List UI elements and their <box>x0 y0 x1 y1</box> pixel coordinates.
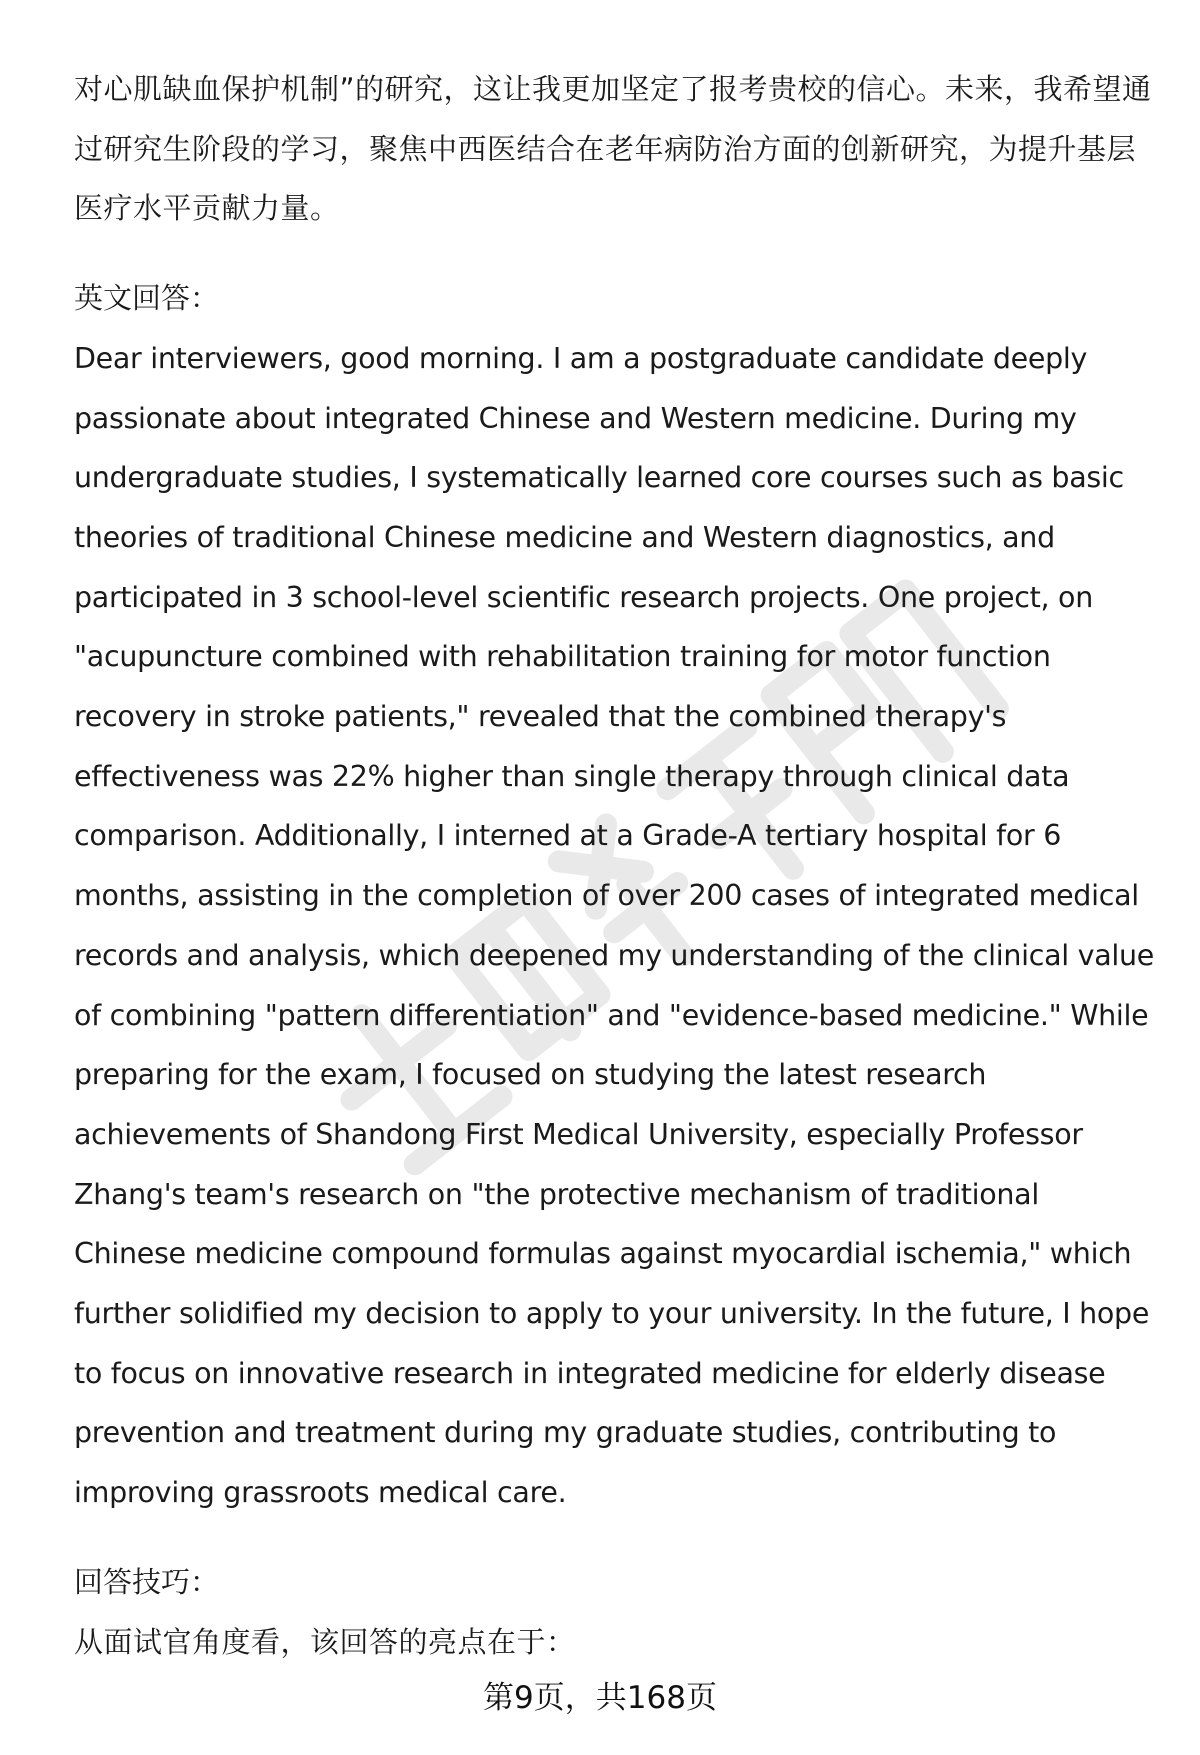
answer-tips-intro: 从面试官角度看，该回答的亮点在于： <box>74 1624 576 1659</box>
page-body <box>74 60 1154 1672</box>
spacer <box>74 239 1154 269</box>
page-number-footer: 第9页，共168页 <box>483 1680 717 1716</box>
chinese-answer-paragraph-end: 对心肌缺血保护机制”的研究，这让我更加坚定了报考贵校的信心。未来，我希望通过研究生阶段的学习，聚焦中西医结合在老年病防治方面的创新研究，为提升基层医疗水平贡献力量。 <box>74 72 1152 226</box>
answer-tips-heading: 回答技巧： <box>74 1564 220 1599</box>
english-answer-paragraph: Dear interviewers, good morning. I am a postgraduate candidate deeply passionate about integrated Chinese and Western medicine. During my undergraduate studies, I systematically learned core courses such as basic theories of traditional Chinese medicine and Western diagnostics, and participated in 3 school-level scientific research projects. One project, on "acupuncture combined with rehabilitation training for motor function recovery in stroke patients," revealed that the combined therapy's effectiveness was 22% higher than single therapy through clinical data comparison. Additionally, I interned at a Grade-A tertiary hospital for 6 months, assisting in the completion of over 200 cases of integrated medical records and analysis, which deepened my understanding of the clinical value of combining "pattern differentiation" and "evidence-based medicine." While preparing for the exam, I focused on studying the latest research achievements of Shandong First Medical University, especially Professor Zhang's team's research on "the protective mechanism of traditional Chinese medicine compound formulas against myocardial ischemia," which further solidified my decision to apply to your university. In the future, I hope to focus on innovative research in integrated medicine for elderly disease prevention and treatment during my graduate studies, contributing to improving grassroots medical care. <box>74 341 1154 1510</box>
english-answer-heading: 英文回答： <box>74 281 220 316</box>
spacer <box>74 1523 1154 1553</box>
